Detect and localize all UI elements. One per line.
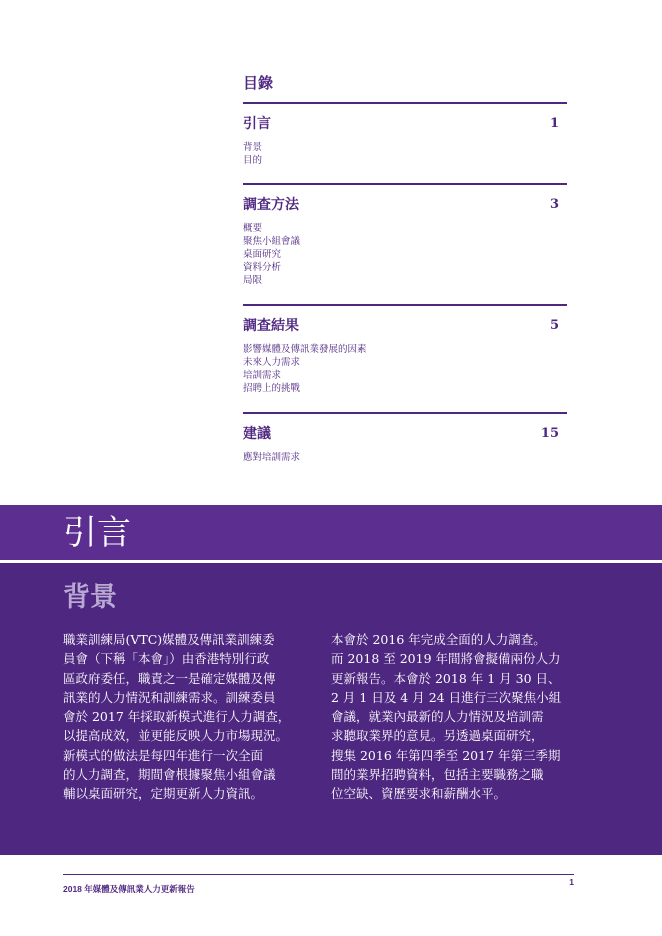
page-footer xyxy=(63,874,574,896)
footer-page-number: 1 xyxy=(569,877,574,887)
toc-item[interactable]: 局限 xyxy=(243,275,263,286)
toc-item-list xyxy=(243,451,567,464)
intro-banner xyxy=(0,505,662,560)
toc-item-list xyxy=(243,343,567,395)
toc-item[interactable]: 應對培訓需求 xyxy=(243,452,301,463)
text-line: 而 2018 至 2019 年間將會擬備兩份人力 xyxy=(331,651,561,667)
toc-item[interactable]: 背景 xyxy=(243,142,263,153)
table-of-contents xyxy=(243,72,567,473)
toc-section-title[interactable]: 建議 xyxy=(243,426,271,442)
text-line: 新模式的做法是每四年進行一次全面 xyxy=(63,747,264,763)
toc-section-title[interactable]: 調查方法 xyxy=(243,197,299,213)
toc-item[interactable]: 資料分析 xyxy=(243,262,282,273)
toc-section-recommendations[interactable] xyxy=(243,412,567,473)
text-line: 訊業的人力情況和訓練需求。訓練委員 xyxy=(63,689,276,705)
text-line: 本會於 2016 年完成全面的人力調查。 xyxy=(331,632,546,647)
toc-heading: 目錄 xyxy=(243,74,274,92)
toc-item[interactable]: 聚焦小組會議 xyxy=(243,236,301,247)
toc-item[interactable]: 桌面研究 xyxy=(243,249,282,260)
toc-item[interactable]: 影響媒體及傳訊業發展的因素 xyxy=(243,344,367,355)
text-line: 區政府委任，職責之一是確定媒體及傳 xyxy=(63,670,276,686)
toc-item-list xyxy=(243,222,567,287)
toc-item-list xyxy=(243,141,567,167)
toc-section-title[interactable]: 引言 xyxy=(243,116,271,132)
toc-section-findings[interactable] xyxy=(243,304,567,412)
text-line: 的人力調查，期間會根據聚焦小組會議 xyxy=(63,767,276,783)
toc-page-number: 5 xyxy=(549,318,559,333)
toc-item[interactable]: 概要 xyxy=(243,223,263,234)
background-panel xyxy=(0,563,662,855)
intro-title: 引言 xyxy=(63,513,131,553)
toc-section-title[interactable]: 調查結果 xyxy=(243,318,299,334)
text-line: 員會（下稱「本會」）由香港特別行政 xyxy=(63,651,270,667)
toc-section-methodology[interactable] xyxy=(243,183,567,304)
text-line: 會議，就業內最新的人力情況及培訓需 xyxy=(331,709,544,725)
text-line: 2 月 1 日及 4 月 24 日進行三次聚焦小組 xyxy=(331,689,562,705)
toc-item[interactable]: 培訓需求 xyxy=(243,370,282,381)
paragraph-left xyxy=(63,630,323,804)
toc-section-intro[interactable] xyxy=(243,102,567,183)
text-line: 職業訓練局(VTC)媒體及傳訊業訓練委 xyxy=(63,632,275,647)
toc-page-number: 1 xyxy=(549,116,559,131)
footer-report-title: 2018 年媒體及傳訊業人力更新報告 xyxy=(63,884,195,894)
background-subtitle: 背景 xyxy=(63,582,117,613)
paragraph-right xyxy=(331,630,591,804)
toc-item[interactable]: 招聘上的挑戰 xyxy=(243,383,301,394)
text-line: 輔以桌面研究，定期更新人力資訊。 xyxy=(63,786,264,802)
text-line: 位空缺、資歷要求和薪酬水平。 xyxy=(331,786,507,802)
text-line: 更新報告。本會於 2018 年 1 月 30 日、 xyxy=(331,670,561,686)
text-line: 會於 2017 年採取新模式進行人力調查， xyxy=(63,709,291,725)
toc-page-number: 15 xyxy=(540,426,559,441)
text-line: 以提高成效，並更能反映人力市場現況。 xyxy=(63,728,289,744)
toc-item[interactable]: 目的 xyxy=(243,155,263,166)
text-line: 搜集 2016 年第四季至 2017 年第三季期 xyxy=(331,747,561,763)
text-line: 間的業界招聘資料，包括主要職務之職 xyxy=(331,767,544,783)
text-line: 求聽取業界的意見。另透過桌面研究， xyxy=(331,728,544,744)
toc-item[interactable]: 未來人力需求 xyxy=(243,357,301,368)
toc-page-number: 3 xyxy=(549,197,559,212)
